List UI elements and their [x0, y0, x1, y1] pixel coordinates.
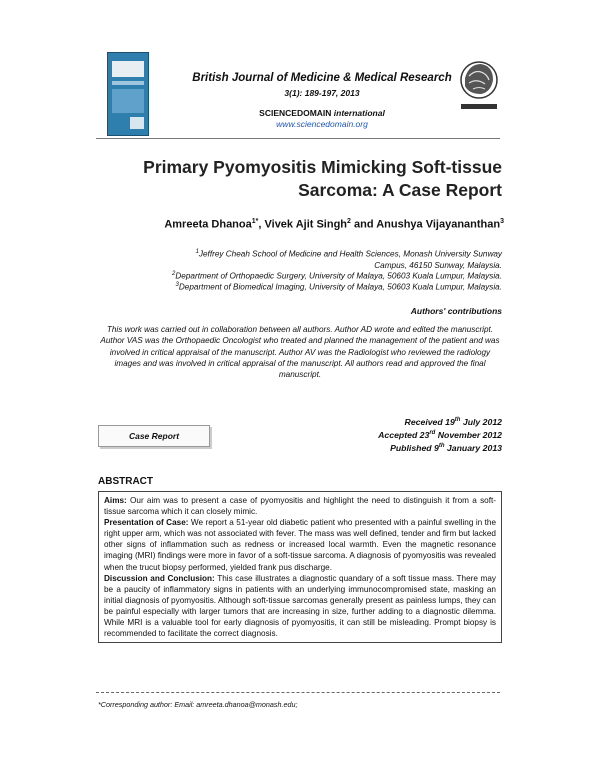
affiliation-1	[96, 247, 502, 271]
contributions-heading: Authors' contributions	[410, 306, 502, 316]
abstract-discussion	[104, 573, 496, 640]
abstract-aims-label: Aims:	[104, 496, 127, 505]
received-date-text: Received 19	[404, 416, 455, 427]
journal-name: British Journal of Medicine & Medical Research	[192, 72, 452, 84]
header-divider	[96, 138, 500, 139]
author-affiliation-mark: 3	[500, 218, 504, 225]
affiliation-mark: 2	[172, 271, 176, 277]
received-date-suffix: th	[454, 417, 461, 423]
affiliation-text: Jeffrey Cheah School of Medicine and Health Sciences, Monash University Sunway	[198, 249, 502, 259]
accepted-date-text: Accepted 23	[378, 430, 430, 441]
abstract-discussion-text: This case illustrates a diagnostic quandary of a soft tissue mass. There may be a paucity of inflammatory signs in patients with an underlying immunocompromised state, masking an initial diagnosis of pyomyositis. Although soft-tissue sarcomas generally present as painless lumps, they can be painful especially with larger tumors that are increasing in size, further adding to a diagnostic dilemma. While MRI is a valuable tool for early diagnosis of pyomyositis, it can still be misleading. Prompt biopsy is recommended to facilitate the correct diagnosis.	[104, 573, 496, 639]
publisher-name	[150, 108, 494, 118]
accepted-date-month: November 2012	[435, 430, 502, 441]
author-affiliation-mark: 2	[347, 218, 351, 225]
affiliation-3	[96, 280, 502, 293]
article-dates	[300, 415, 502, 455]
author-separator: and	[350, 218, 377, 231]
published-date	[300, 441, 502, 454]
sciencedomain-logo	[455, 56, 503, 116]
author-name: Anushya Vijayananthan	[376, 218, 501, 231]
received-date	[300, 415, 502, 428]
published-date-month: January 2013	[444, 443, 502, 454]
abstract-presentation-text: We report a 51-year old diabetic patient who presented with a painful swelling in the right upper arm, which was not associated with fever. The mass was well defined, tender and firm but lacked other signs of inflammation such as redness or increased local warmth. Even the magnetic resonance imaging (MRI) findings were more in favor of a soft-tissue sarcoma. A diagnosis of pyomyositis was revealed when the trucut biopsy performed, yielded frank pus discharge.	[104, 518, 496, 572]
author-separator: ,	[258, 218, 265, 231]
footnote-divider	[96, 692, 500, 693]
contributions-text: This work was carried out in collaboration between all authors. Author AD wrote and edited the manuscript. Author VAS was the Orthopaedic Oncologist who treated and planned the management of the patient and was involved in critical appraisal of the manuscript. Author AV was the Radiologist who reviewed the radiology images and was involved in critical appraisal of the manuscript. All authors read and approved the final manuscript.	[100, 325, 500, 380]
publisher-website-link[interactable]: www.sciencedomain.org	[276, 119, 368, 129]
article-type-badge: Case Report	[98, 425, 210, 447]
author-list	[96, 218, 504, 231]
abstract-aims	[104, 495, 496, 517]
article-title-line1: Primary Pyomyositis Mimicking Soft-tissue	[143, 157, 502, 177]
author-name: Vivek Ajit Singh	[264, 218, 348, 231]
accepted-date-suffix: rd	[429, 430, 436, 437]
affiliation-mark: 1	[195, 249, 199, 255]
received-date-month: July 2012	[460, 416, 502, 427]
published-date-text: Published 9	[390, 443, 439, 454]
abstract-box	[98, 491, 502, 643]
author-name: Amreeta Dhanoa	[164, 218, 252, 231]
publisher-name-main: SCIENCEDOMAIN	[259, 108, 332, 118]
affiliation-mark: 3	[175, 282, 179, 288]
corresponding-author-footnote: *Corresponding author: Email: amreeta.dhanoa@monash.edu;	[98, 700, 298, 709]
abstract-heading: ABSTRACT	[98, 476, 153, 487]
affiliation-text: Department of Biomedical Imaging, University of Malaya, 50603 Kuala Lumpur, Malaysia.	[178, 282, 502, 292]
affiliation-text: Campus, 46150 Sunway, Malaysia.	[374, 260, 502, 270]
article-title-line2: Sarcoma: A Case Report	[298, 180, 502, 200]
abstract-discussion-label: Discussion and Conclusion:	[104, 573, 215, 583]
publisher-name-suffix: international	[331, 108, 385, 118]
journal-volume: 3(1): 189-197, 2013	[284, 88, 360, 98]
affiliation-text: Department of Orthopaedic Surgery, University of Malaya, 50603 Kuala Lumpur, Malaysia.	[175, 271, 502, 281]
abstract-aims-text: Our aim was to present a case of pyomyositis and highlight the need to distinguish it from a soft-tissue sarcoma which it can closely mimic.	[104, 496, 496, 517]
author-affiliation-mark: 1*	[251, 218, 259, 225]
abstract-presentation	[104, 517, 496, 572]
article-title	[96, 156, 502, 202]
accepted-date	[300, 428, 502, 441]
published-date-suffix: th	[438, 443, 445, 450]
abstract-presentation-label: Presentation of Case:	[104, 518, 189, 528]
journal-cover-image	[107, 52, 149, 136]
